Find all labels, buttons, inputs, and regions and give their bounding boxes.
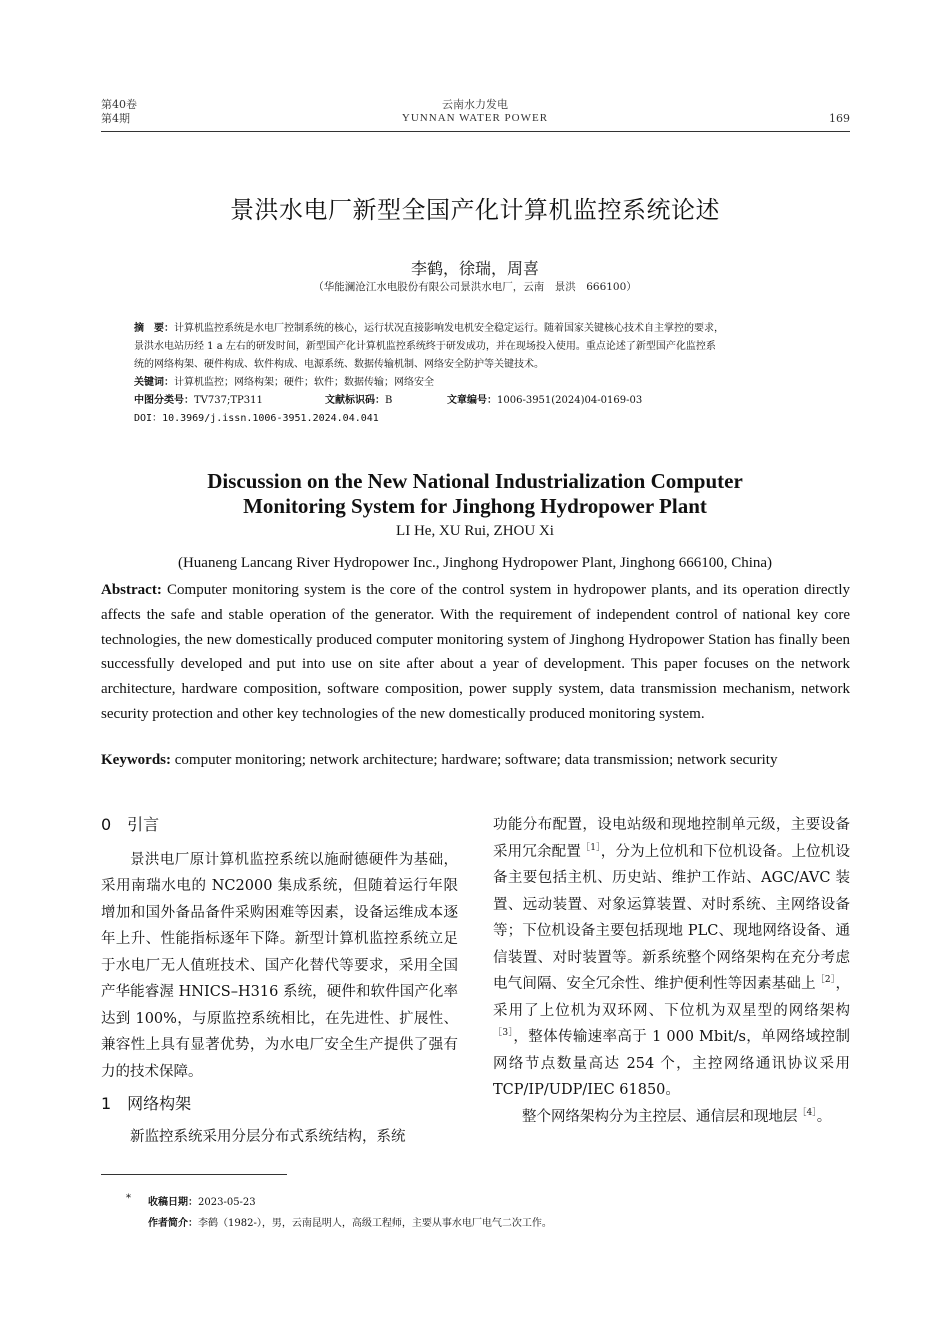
abstract-cn-label: 摘 要： — [134, 323, 174, 334]
abstract-cn-block — [134, 320, 818, 428]
abstract-en-label: Abstract: — [101, 582, 162, 598]
text-run: 功能分布配置，设电站级和现地控制单元级，主要设备采用冗余配置 — [493, 817, 850, 860]
footnote-rule — [101, 1174, 287, 1175]
network-paragraph-start: 新监控系统采用分层分布式系统结构，系统 — [130, 1128, 406, 1145]
journal-name-en: YUNNAN WATER POWER — [401, 112, 549, 124]
keywords-cn-label: 关键词： — [134, 377, 174, 388]
affiliation-cn: （华能澜沧江水电股份有限公司景洪水电厂，云南 景洪 666100） — [313, 281, 637, 293]
article-number-label: 文章编号： — [447, 395, 497, 406]
doc-code: B — [385, 395, 393, 406]
abstract-cn-line: 景洪水电站历经 1 a 左右的研发时间，新型国产化计算机监控系统终于研发成功，并在现场投入使用。重点论述了新型国产化监控系 — [134, 341, 716, 352]
section-heading-network: 1 网络构架 — [101, 1094, 192, 1113]
abstract-cn-line: 计算机监控系统是水电厂控制系统的核心，运行状况直接影响发电机安全稳定运行。随着国家关键核心技术自主掌控的要求， — [174, 323, 724, 334]
paper-title-en-line: Monitoring System for Jinghong Hydropower Plant — [243, 494, 707, 518]
author-bio-label: 作者简介： — [148, 1218, 198, 1229]
intro-paragraph: 景洪电厂原计算机监控系统以施耐德硬件为基础，采用南瑞水电的 NC2000 集成系统，但随着运行年限增加和国外备品备件采购困难等因素，设备运维成本逐年上升、性能指标逐年下降。新型计算机监控系统立足于水电厂无人值班技术、国产化替代等要求，采用全国产华能睿渥 HNICS–H316 系统，硬件和软件国产化率达到 100%，与原监控系统相比，在先进性、扩展性、兼容性上具有显著优势，为水电厂安全生产提供了强有力的技术保障。 — [101, 851, 458, 1080]
text-run: ，整体传输速率高于 1 000 Mbit/s，单网络域控制网络节点数量高达 254 个，主控网络通讯协议采用 TCP/IP/UDP/IEC 61850。 — [493, 1029, 850, 1098]
issue-label: 第4期 — [101, 112, 130, 125]
network-paragraph-continued — [493, 812, 850, 1104]
doi-label: DOI： — [134, 413, 163, 424]
text-run: 整个网络架构分为主控层、通信层和现地层 — [522, 1108, 798, 1125]
abstract-cn-line: 统的网络构架、硬件构成、软件构成、电源系统、数据传输机制、网络安全防护等关键技术。 — [134, 359, 544, 370]
author-bio: 李鹤（1982-），男，云南昆明人，高级工程师，主要从事水电厂电气二次工作。 — [198, 1218, 552, 1229]
network-layers-paragraph — [493, 1104, 850, 1131]
citation-ref[interactable]: ［3］ — [493, 1028, 514, 1038]
affiliation-en: (Huaneng Lancang River Hydropower Inc., Jinghong Hydropower Plant, Jinghong 666100, China) — [177, 555, 773, 571]
doc-code-label: 文献标识码： — [325, 395, 385, 406]
citation-ref[interactable]: ［2］ — [815, 975, 836, 985]
volume-label: 第40卷 — [101, 98, 137, 111]
paper-title-cn: 景洪水电厂新型全国产化计算机监控系统论述 — [230, 196, 720, 224]
section-heading-introduction: 0 引言 — [101, 815, 160, 834]
body-right-column — [493, 812, 850, 1130]
authors-en: LI He, XU Rui, ZHOU Xi — [396, 523, 554, 539]
page-number: 169 — [829, 112, 850, 125]
footnote-author — [148, 1214, 552, 1229]
received-date: 2023-05-23 — [198, 1197, 256, 1208]
citation-ref[interactable]: ［4］ — [797, 1107, 817, 1118]
paper-title-en — [0, 469, 950, 519]
keywords-en — [101, 752, 861, 769]
paper-title-en-line: Discussion on the New National Industrialization Computer — [207, 469, 743, 493]
body-left-column — [101, 812, 458, 1150]
keywords-en-label: Keywords: — [101, 752, 171, 768]
abstract-en — [101, 578, 850, 727]
doi[interactable]: 10.3969/j.issn.1006-3951.2024.04.041 — [162, 413, 379, 424]
abstract-en-text: Computer monitoring system is the core of the control system in hydropower plants, and its operation directly affects the safe and stable operation of the generator. With the requirement of independent control of national key core technologies, the new domestically produced computer monitoring system of Jinghong Hydropower Station has finally been successfully developed and put into use on site after about a year of development. This paper focuses on the network architecture, hardware composition, software composition, power supply system, data transmission mechanism, network security protection and other key technologies of the new domestically produced monitoring system. — [101, 582, 850, 722]
article-number: 1006-3951(2024)04-0169-03 — [497, 395, 643, 406]
header-rule — [101, 131, 850, 132]
clc-number: TV737;TP311 — [194, 395, 263, 406]
journal-name-cn: 云南水力发电 — [442, 98, 508, 111]
text-run: ，采用了上位机为双环网、下位机为双星型的网络架构 — [493, 976, 851, 1019]
text-run: 。 — [816, 1108, 832, 1125]
footnote-star: * — [126, 1193, 131, 1204]
text-run: ，分为上位机和下位机设备。上位机设备主要包括主机、历史站、维护工作站、AGC/AVC 装置、远动装置、对象运算装置、对时系统、主网络设备等；下位机设备主要包括现地 PLC、现地网络设备、通信装置、对时装置等。新系统整个网络架构在充分考虑电气间隔、安全冗余性、维护便利性等因素基础上 — [493, 843, 851, 992]
clc-label: 中图分类号： — [134, 395, 194, 406]
citation-ref[interactable]: ［1］ — [581, 842, 601, 853]
received-label: 收稿日期： — [148, 1197, 198, 1208]
authors-cn: 李鹤，徐瑞，周喜 — [410, 259, 539, 278]
keywords-en-text: computer monitoring; network architecture; hardware; software; data transmission; network security — [174, 752, 778, 768]
footnote-received — [128, 1193, 256, 1208]
keywords-cn: 计算机监控；网络构架；硬件；软件；数据传输；网络安全 — [174, 377, 434, 388]
